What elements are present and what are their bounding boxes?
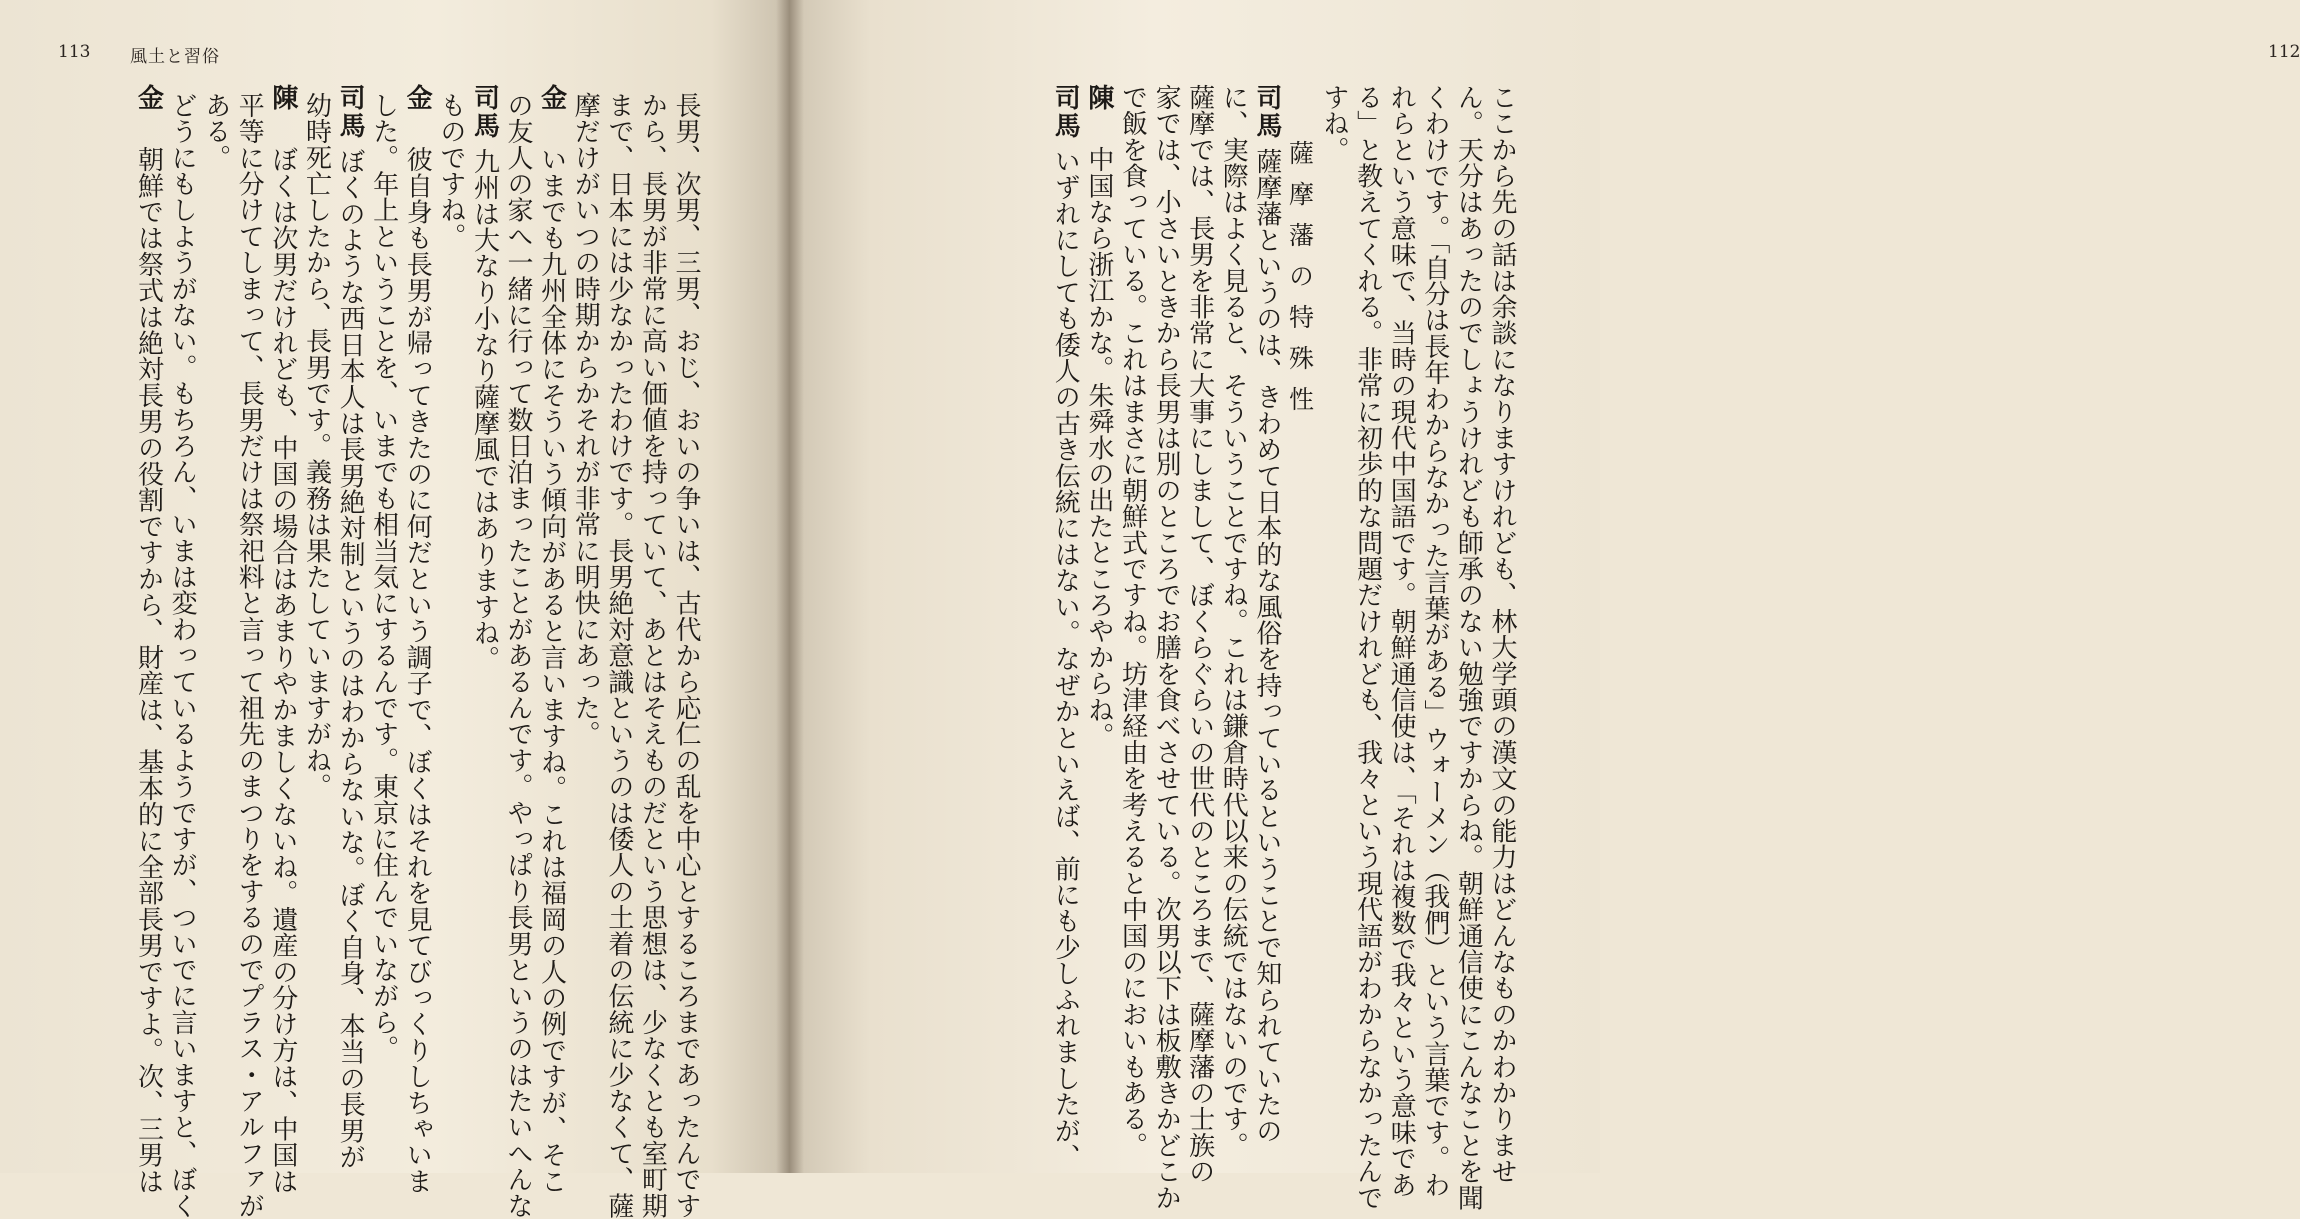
speaker-name: 陳 (267, 84, 298, 112)
right-body-text (868, 84, 1518, 1211)
text-column: 陳 ぼくは次男だけれども、中国の場合はあまりやかましくないね。遺産の分け方は、中国は (267, 84, 298, 1195)
text-column: から、長男が非常に高い価値を持っていて、あとはそえものだという思想は、少なくとも室町期 (637, 92, 668, 1219)
left-page (0, 0, 790, 1219)
text-column: どうにもしようがない。もちろん、いまは変わっているようですが、ついでに言いますと、ぼく (167, 92, 198, 1219)
text-column: 金 朝鮮では祭式は絶対長男の役割ですから、財産は、基本的に全部長男ですよ。次、三男は (133, 84, 164, 1195)
text-column: 金 彼自身も長男が帰ってきたのに何だという調子で、ぼくはそれを見てびっくりしちゃいま (402, 84, 433, 1195)
text-column: 司馬九州は大なり小なり薩摩風ではありますね。 (469, 84, 500, 672)
running-title: 風土と習俗 (130, 47, 220, 67)
speaker-name: 司馬 (1251, 84, 1282, 140)
text-column: まで、日本には少なかったわけです。長男絶対意識というのは倭人の土着の伝統に少なくて、薩 (603, 92, 634, 1219)
speaker-name: 金 (402, 84, 433, 112)
text-column: 平等に分けてしまって、長男だけは祭祀料と言って祖先のまつりをするのでプラス・アルファが (234, 92, 265, 1219)
text-column: くわけです。「自分は長年わからなかった言葉がある」ウォーメン（我們）という言葉です。わ (1419, 84, 1450, 1198)
book-gutter-shadow (776, 0, 804, 1173)
speaker-name: 司馬 (469, 84, 500, 140)
speaker-name: 金 (536, 84, 567, 112)
left-body-text (72, 84, 702, 1219)
text-column: 司馬ぼくのような西日本人は長男絶対制というのはわからないな。ぼく自身、本当の長男が (335, 84, 366, 1170)
section-heading: 薩摩藩の特殊性 (1285, 140, 1315, 427)
text-column: 幼時死亡したから、長男です。義務は果たしていますがね。 (301, 92, 332, 800)
text-column: した。年上ということを、いまでも相当気にするんです。東京に住んでいながら。 (368, 92, 399, 1062)
text-column: れらという意味で、当時の現代中国語です。朝鮮通信使は、「それは複数で我々という意味であ (1386, 84, 1417, 1198)
text-column: る」と教えてくれる。非常に初歩的な問題だけれども、我々という現代語がわからなかったんで (1352, 84, 1383, 1211)
speaker-name: 司馬 (335, 84, 366, 140)
text-column: 家では、小さいときから長男は別のところでお膳を食べさせている。次男以下は板敷きかどこか (1151, 84, 1182, 1211)
speaker-name: 金 (133, 84, 164, 112)
text-column: 金 いまでも九州全体にそういう傾向があると言いますね。これは福岡の人の例ですが、そこ (536, 84, 567, 1195)
text-column: 長男、次男、三男、おじ、おいの争いは、古代から応仁の乱を中心とするころまであったんです (671, 92, 701, 1219)
speaker-name: 陳 (1083, 84, 1114, 112)
speaker-name: 司馬 (1050, 84, 1081, 140)
text-column: 陳 中国なら浙江かな。朱舜水の出たところやからね。 (1083, 84, 1114, 749)
text-column: ある。 (200, 92, 231, 171)
text-column: に、実際はよく見ると、そういうことですね。これは鎌倉時代以来の伝統ではないのです。 (1218, 84, 1249, 1159)
text-column: 摩だけがいつの時期からかそれが非常に明快にあった。 (570, 92, 601, 747)
text-column: 司馬いずれにしても倭人の古き伝統にはない。なぜかといえば、前にも少しふれましたが、 (1050, 84, 1081, 1170)
text-column: すね。 (1319, 84, 1350, 163)
right-page-number: 112 (2268, 42, 2300, 62)
text-column: ものですね。 (435, 92, 466, 250)
left-page-number: 113 (58, 42, 91, 62)
text-column: ここから先の話は余談になりますけれども、林大学頭の漢文の能力はどんなものかわかりませ (1487, 84, 1517, 1185)
text-column: で飯を食っている。これはまさに朝鮮式ですね。坊津経由を考えると中国のにおいもある。 (1117, 84, 1148, 1159)
text-column: ん。天分はあったのでしょうけれども師承のない勉強ですからね。朝鮮通信使にこんなことを聞 (1453, 84, 1484, 1211)
text-column: の友人の家へ一緒に行って数日泊まったことがあるんです。やっぱり長男というのはたいへんな (503, 92, 534, 1219)
text-column: 司馬薩摩藩というのは、きわめて日本的な風俗を持っているということで知られていたの (1251, 84, 1282, 1144)
text-column: 薩摩では、長男を非常に大事にしまして、ぼくらぐらいの世代のところまで、薩摩藩の士族の (1184, 84, 1215, 1185)
